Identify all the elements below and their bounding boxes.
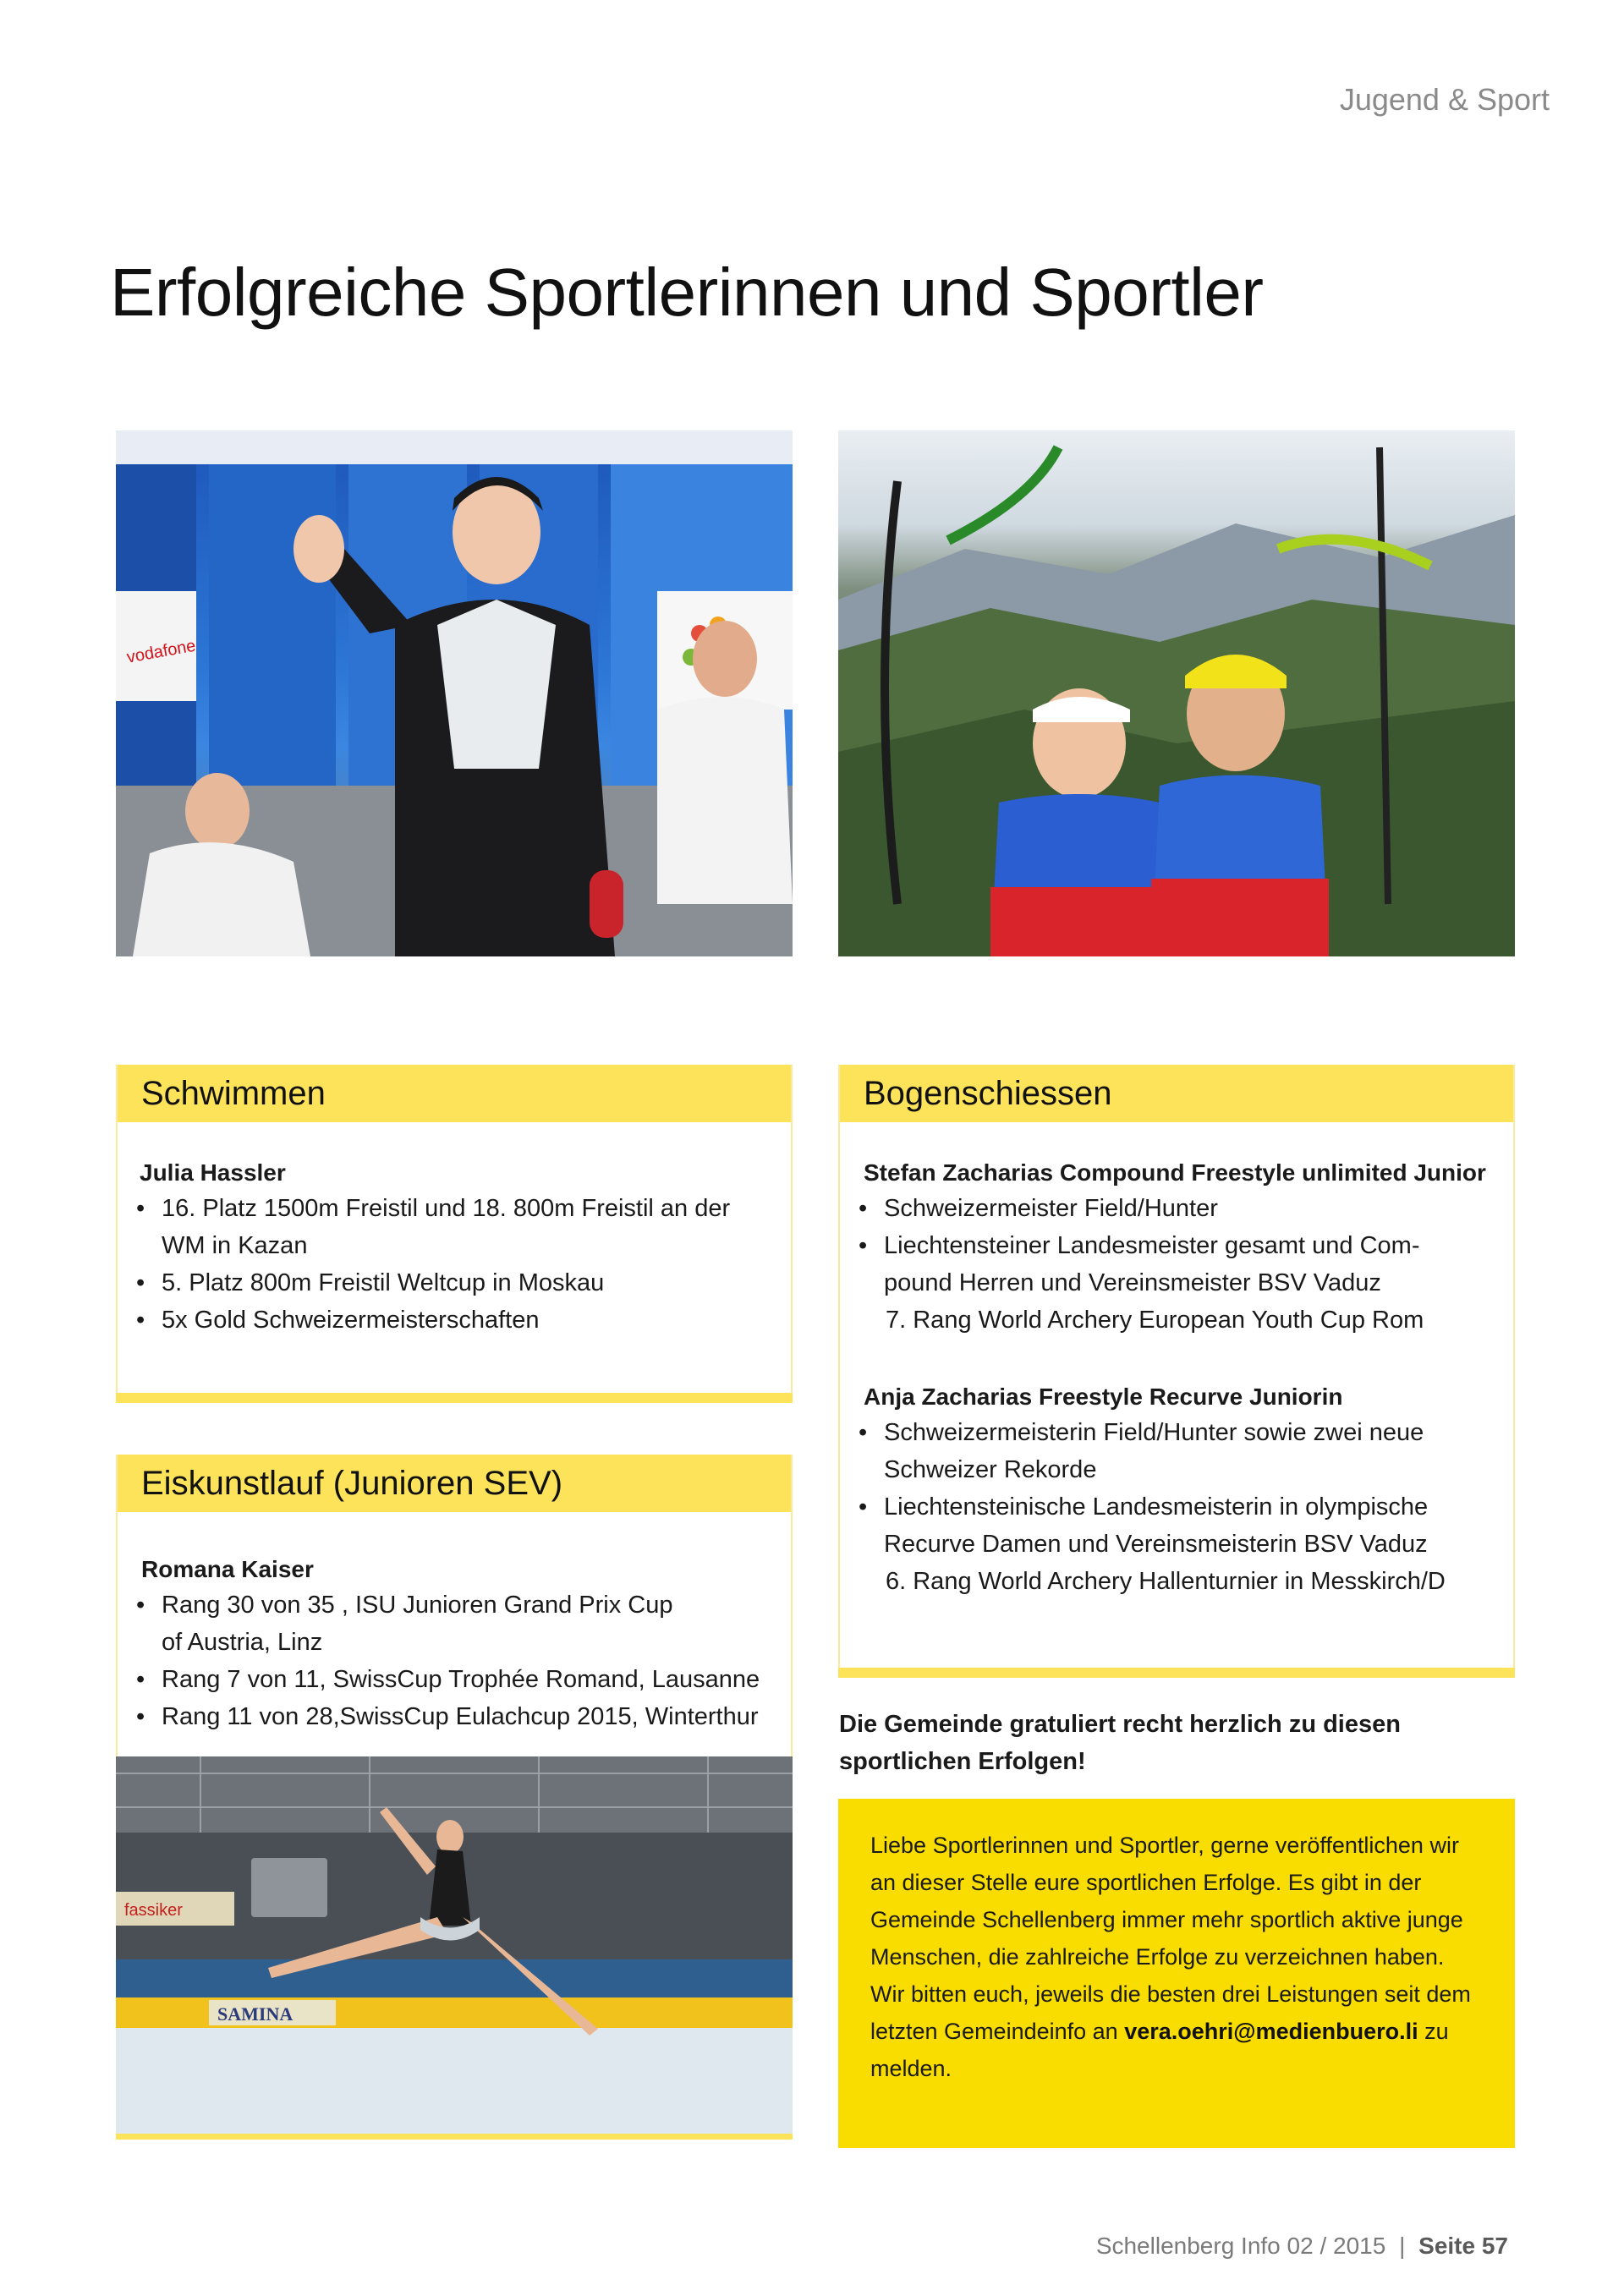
panel-heading: Eiskunstlauf (Junioren SEV) [118, 1455, 791, 1512]
list-item: • Liechtensteiner Landesmeister gesamt und Com- [855, 1227, 1420, 1264]
list-item-continuation-text: Recurve Damen und Vereinsmeisterin BSV Vaduz [884, 1531, 1428, 1558]
achievement-list [855, 1190, 1420, 1301]
swimmer-photo [116, 430, 793, 956]
congratulation-text: Die Gemeinde gratuliert recht herzlich zu diesen sportlichen Erfolgen! [839, 1711, 1401, 1775]
skating-photo [116, 1756, 793, 2134]
list-item: • Schweizermeisterin Field/Hunter sowie zwei neue [855, 1414, 1428, 1451]
achievement-list [133, 1586, 760, 1735]
list-item-continuation-text: of Austria, Linz [162, 1629, 323, 1656]
archery-illustration [838, 430, 1515, 956]
footer-separator: | [1399, 2233, 1406, 2259]
vodafone-banner: vodafone [125, 636, 198, 667]
email-link[interactable]: vera.oehri@medienbuero.li [1124, 2019, 1418, 2044]
skating-banner-left: fassiker [124, 1901, 183, 1920]
list-item: • Rang 7 von 11, SwissCup Trophée Romand, Lausanne [133, 1661, 760, 1698]
samina-banner: SAMINA [217, 2003, 294, 2025]
panel-heading: Bogenschiessen [840, 1065, 1513, 1122]
info-box [838, 1799, 1515, 2148]
list-item-continuation [855, 1451, 1428, 1488]
page-title: Erfolgreiche Sportlerinnen und Sportler [110, 255, 1264, 330]
info-request-end: zu melden. [870, 2019, 1449, 2081]
page-footer [1096, 2233, 1508, 2260]
info-paragraph: Liebe Sportlerinnen und Sportler, gerne veröffentlichen wir an dieser Stelle eure sportlichen Erfolge. Es gibt in der Gemeinde Schellenberg immer mehr sportlich aktive junge Menschen, die zahlreiche Erfolge zu verzeichnen haben. [870, 1833, 1463, 1970]
info-request-text: Wir bitten euch, jeweils die besten drei Leistungen seit dem letzten Gemeindeinfo an [870, 1981, 1471, 2044]
panel-bogenschiessen [838, 1065, 1515, 1678]
list-item: • 16. Platz 1500m Freistil und 18. 800m Freistil an der [133, 1190, 730, 1227]
panel-footer-bar [116, 1393, 793, 1403]
list-item: • Rang 30 von 35 , ISU Junioren Grand Prix Cup [133, 1586, 760, 1624]
list-item-continuation-text: pound Herren und Vereinsmeister BSV Vaduz [884, 1269, 1381, 1296]
info-paragraph-request [870, 1975, 1484, 2087]
list-item: • Rang 11 von 28,SwissCup Eulachcup 2015, Winterthur [133, 1698, 760, 1735]
athlete-name: Anja Zacharias Freestyle Recurve Juniorin [864, 1384, 1343, 1410]
archery-photo [838, 430, 1515, 956]
athlete-name: Romana Kaiser [141, 1556, 314, 1582]
section-label: Jugend & Sport [1339, 82, 1550, 117]
list-item-continuation-text: Schweizer Rekorde [884, 1456, 1097, 1483]
list-item-continuation [133, 1624, 760, 1661]
skating-illustration [116, 1756, 793, 2134]
list-item-continuation [133, 1227, 730, 1264]
panel-footer-bar [838, 1668, 1515, 1678]
swimmer-illustration [116, 430, 793, 956]
achievement-extra: 7. Rang World Archery European Youth Cup Rom [886, 1307, 1424, 1334]
achievement-list [855, 1414, 1428, 1563]
publication-name: Schellenberg Info 02 / 2015 [1095, 2233, 1386, 2259]
list-item-continuation-text: WM in Kazan [162, 1232, 308, 1259]
list-item: • 5x Gold Schweizermeisterschaften [133, 1301, 730, 1339]
list-item: • Schweizermeister Field/Hunter [855, 1190, 1420, 1227]
list-item-continuation [855, 1264, 1420, 1301]
panel-heading: Schwimmen [118, 1065, 791, 1122]
athlete-name: Stefan Zacharias Compound Freestyle unlimited Junior [864, 1159, 1486, 1186]
list-item-continuation [855, 1526, 1428, 1563]
list-item: • Liechtensteinische Landesmeisterin in olympische [855, 1488, 1428, 1526]
achievement-extra: 6. Rang World Archery Hallenturnier in Messkirch/D [886, 1568, 1446, 1595]
page-number: Seite 57 [1418, 2233, 1508, 2259]
achievement-list [133, 1190, 730, 1339]
panel-schwimmen [116, 1065, 793, 1403]
athlete-name: Julia Hassler [140, 1159, 286, 1186]
list-item: • 5. Platz 800m Freistil Weltcup in Moskau [133, 1264, 730, 1301]
